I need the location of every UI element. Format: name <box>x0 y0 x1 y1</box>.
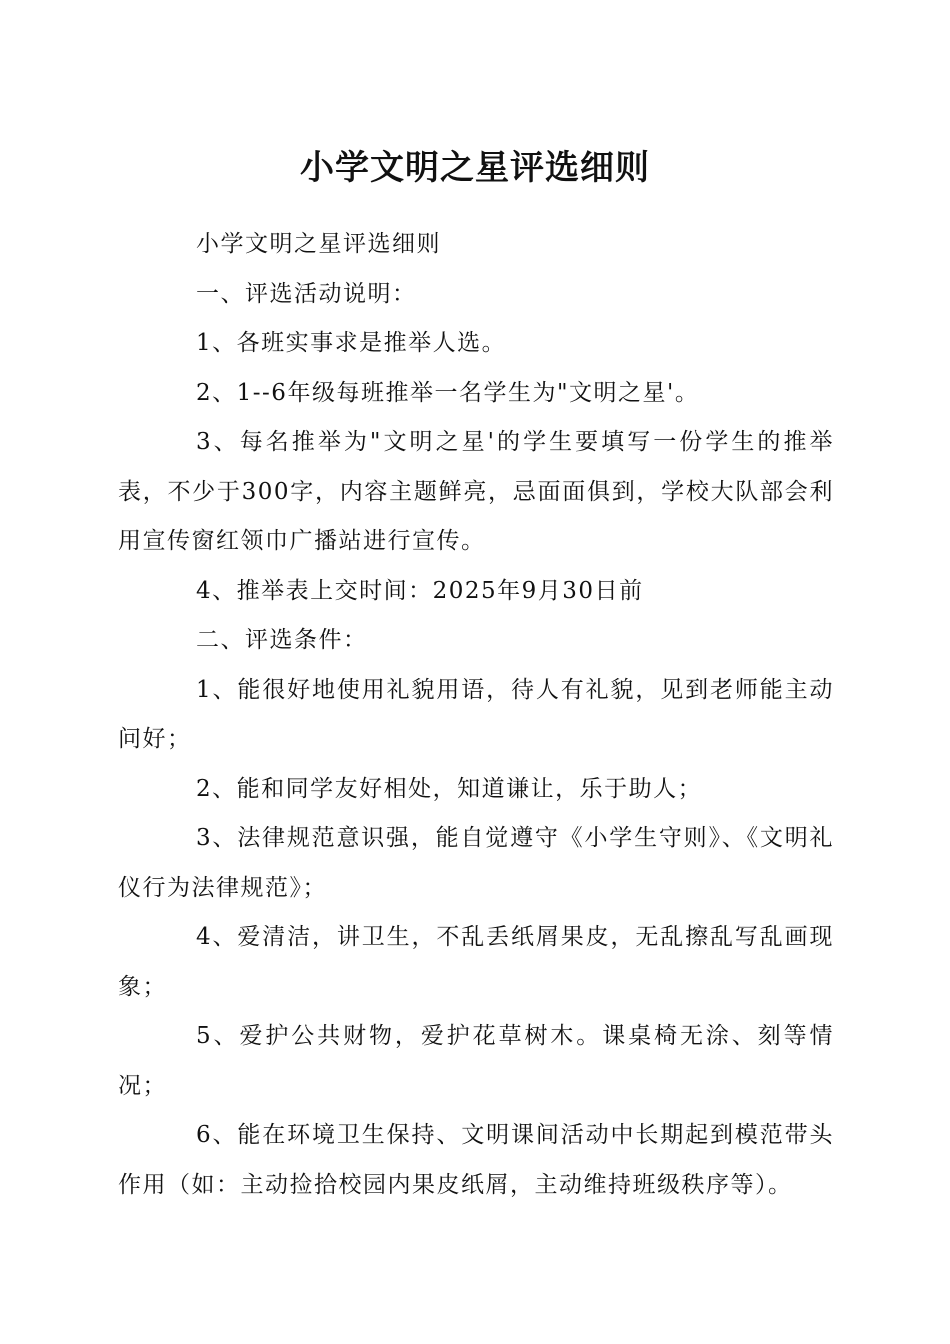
paragraph-item: 1、各班实事求是推举人选。 <box>196 330 507 356</box>
paragraph-item: 3、法律规范意识强，能自觉遵守《小学生守则》、《文明礼仪行为法律规范》； <box>118 825 834 901</box>
document-body <box>118 220 834 1210</box>
paragraph-subtitle: 小学文明之星评选细则 <box>196 231 441 257</box>
document-title: 小学文明之星评选细则 <box>300 148 650 188</box>
paragraph-item: 2、能和同学友好相处，知道谦让，乐于助人； <box>196 775 703 802</box>
section-heading-activity: 一、评选活动说明： <box>196 280 417 307</box>
paragraph-item: 1、能很好地使用礼貌用语，待人有礼貌，见到老师能主动问好； <box>118 676 834 752</box>
paragraph-item: 4、推举表上交时间：2025年9月30日前 <box>196 577 644 604</box>
paragraph-item: 5、爱护公共财物，爱护花草树木。课桌椅无涂、刻等情况； <box>118 1023 834 1099</box>
section-heading-conditions: 二、评选条件： <box>196 627 368 653</box>
paragraph-item: 4、爱清洁，讲卫生，不乱丢纸屑果皮，无乱擦乱写乱画现象； <box>118 924 834 1000</box>
paragraph-item: 6、能在环境卫生保持、文明课间活动中长期起到模范带头作用（如：主动捡拾校园内果皮纸屑，主动维持班级秩序等）。 <box>118 1122 834 1198</box>
paragraph-item: 3、每名推举为"文明之星'的学生要填写一份学生的推举表，不少于300字，内容主题鲜亮，忌面面俱到，学校大队部会利用宣传窗红领巾广播站进行宣传。 <box>118 429 834 554</box>
paragraph-item: 2、1--6年级每班推举一名学生为"文明之星'。 <box>196 379 700 406</box>
